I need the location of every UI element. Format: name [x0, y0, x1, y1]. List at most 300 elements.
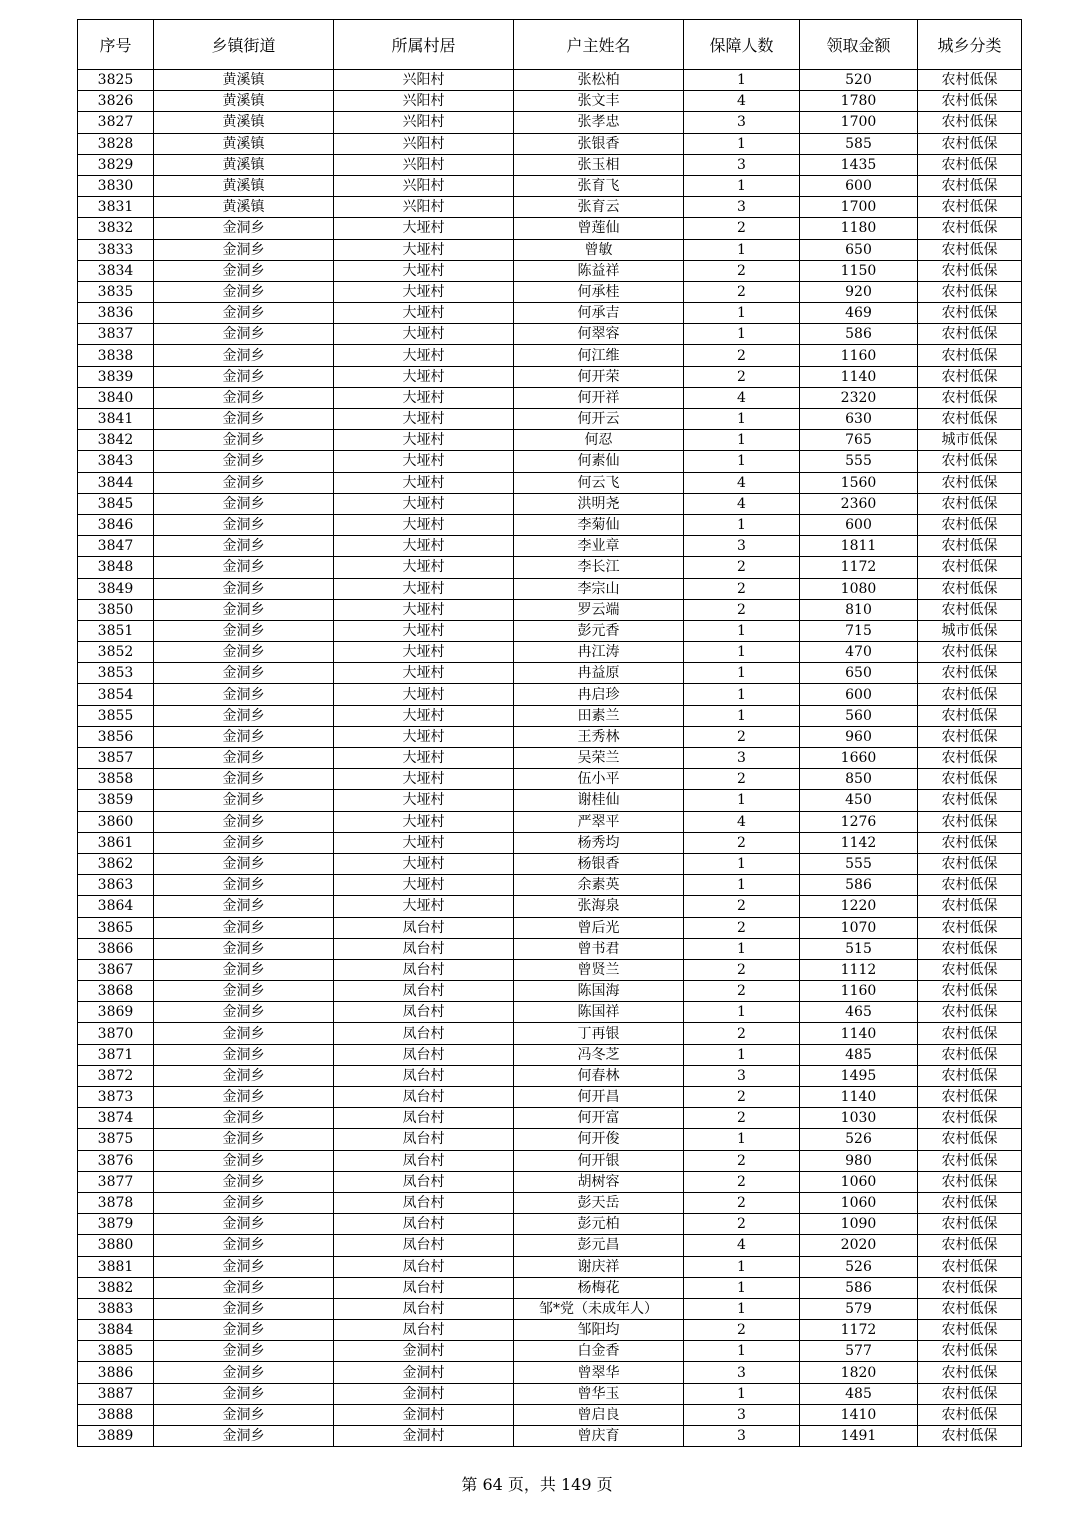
- householder-cell: 曾贤兰: [514, 959, 684, 980]
- serial-cell: 3883: [78, 1298, 154, 1319]
- amount-cell: 555: [800, 451, 918, 472]
- householder-cell: 谢桂仙: [514, 790, 684, 811]
- village-cell: 大垭村: [334, 409, 514, 430]
- town-cell: 金洞乡: [154, 917, 334, 938]
- category-cell: 农村低保: [918, 642, 1022, 663]
- amount-cell: 1491: [800, 1426, 918, 1447]
- householder-cell: 曾后光: [514, 917, 684, 938]
- persons-cell: 1: [684, 1277, 800, 1298]
- table-row: [78, 1171, 1022, 1192]
- serial-cell: 3866: [78, 938, 154, 959]
- category-cell: 城市低保: [918, 620, 1022, 641]
- householder-cell: 何承桂: [514, 281, 684, 302]
- village-cell: 兴阳村: [334, 112, 514, 133]
- serial-cell: 3878: [78, 1192, 154, 1213]
- householder-cell: 何春林: [514, 1065, 684, 1086]
- serial-cell: 3847: [78, 536, 154, 557]
- serial-cell: 3870: [78, 1023, 154, 1044]
- persons-cell: 2: [684, 1150, 800, 1171]
- category-cell: 农村低保: [918, 1002, 1022, 1023]
- town-cell: 金洞乡: [154, 409, 334, 430]
- serial-cell: 3879: [78, 1214, 154, 1235]
- village-cell: 凤台村: [334, 1087, 514, 1108]
- village-cell: 兴阳村: [334, 70, 514, 91]
- town-cell: 金洞乡: [154, 1404, 334, 1425]
- persons-cell: 2: [684, 260, 800, 281]
- householder-cell: 陈国海: [514, 981, 684, 1002]
- table-row: [78, 112, 1022, 133]
- village-cell: 大垭村: [334, 811, 514, 832]
- serial-cell: 3831: [78, 197, 154, 218]
- serial-cell: 3851: [78, 620, 154, 641]
- town-cell: 金洞乡: [154, 1298, 334, 1319]
- town-cell: 黄溪镇: [154, 197, 334, 218]
- householder-cell: 王秀林: [514, 726, 684, 747]
- persons-cell: 2: [684, 959, 800, 980]
- householder-cell: 谢庆祥: [514, 1256, 684, 1277]
- village-cell: 大垭村: [334, 303, 514, 324]
- amount-cell: 469: [800, 303, 918, 324]
- householder-cell: 曾莲仙: [514, 218, 684, 239]
- serial-cell: 3876: [78, 1150, 154, 1171]
- persons-cell: 2: [684, 599, 800, 620]
- category-cell: 农村低保: [918, 1108, 1022, 1129]
- town-cell: 黄溪镇: [154, 112, 334, 133]
- serial-cell: 3833: [78, 239, 154, 260]
- amount-cell: 1700: [800, 112, 918, 133]
- category-cell: 农村低保: [918, 451, 1022, 472]
- table-row: [78, 938, 1022, 959]
- village-cell: 大垭村: [334, 748, 514, 769]
- table-row: [78, 1235, 1022, 1256]
- category-cell: 农村低保: [918, 472, 1022, 493]
- amount-cell: 1700: [800, 197, 918, 218]
- town-cell: 金洞乡: [154, 1192, 334, 1213]
- amount-cell: 1080: [800, 578, 918, 599]
- amount-cell: 586: [800, 875, 918, 896]
- table-row: [78, 493, 1022, 514]
- town-cell: 黄溪镇: [154, 70, 334, 91]
- serial-cell: 3841: [78, 409, 154, 430]
- householder-cell: 曾华玉: [514, 1383, 684, 1404]
- category-cell: 农村低保: [918, 684, 1022, 705]
- table-row: [78, 536, 1022, 557]
- table-row: [78, 324, 1022, 345]
- serial-cell: 3886: [78, 1362, 154, 1383]
- persons-cell: 1: [684, 1002, 800, 1023]
- householder-cell: 杨梅花: [514, 1277, 684, 1298]
- table-row: [78, 1341, 1022, 1362]
- table-row: [78, 853, 1022, 874]
- village-cell: 兴阳村: [334, 154, 514, 175]
- category-cell: 农村低保: [918, 1298, 1022, 1319]
- town-cell: 金洞乡: [154, 832, 334, 853]
- householder-cell: 张文丰: [514, 91, 684, 112]
- category-cell: 农村低保: [918, 853, 1022, 874]
- village-cell: 大垭村: [334, 663, 514, 684]
- relief-table: [77, 19, 1022, 1447]
- amount-cell: 1160: [800, 345, 918, 366]
- category-cell: 农村低保: [918, 1277, 1022, 1298]
- serial-cell: 3834: [78, 260, 154, 281]
- householder-cell: 冯冬芝: [514, 1044, 684, 1065]
- householder-cell: 何云飞: [514, 472, 684, 493]
- amount-cell: 650: [800, 663, 918, 684]
- amount-cell: 526: [800, 1256, 918, 1277]
- amount-cell: 485: [800, 1044, 918, 1065]
- town-cell: 金洞乡: [154, 981, 334, 1002]
- table-row: [78, 769, 1022, 790]
- table-row: [78, 684, 1022, 705]
- category-cell: 农村低保: [918, 769, 1022, 790]
- table-row: [78, 281, 1022, 302]
- town-cell: 金洞乡: [154, 557, 334, 578]
- table-row: [78, 790, 1022, 811]
- col-header-amount: 领取金额: [800, 20, 918, 70]
- serial-cell: 3859: [78, 790, 154, 811]
- householder-cell: 杨秀均: [514, 832, 684, 853]
- table-row: [78, 514, 1022, 535]
- householder-cell: 洪明尧: [514, 493, 684, 514]
- village-cell: 凤台村: [334, 1129, 514, 1150]
- persons-cell: 3: [684, 1065, 800, 1086]
- householder-cell: 冉江涛: [514, 642, 684, 663]
- village-cell: 大垭村: [334, 281, 514, 302]
- table-row: [78, 981, 1022, 1002]
- persons-cell: 2: [684, 1087, 800, 1108]
- amount-cell: 1410: [800, 1404, 918, 1425]
- table-row: [78, 197, 1022, 218]
- table-row: [78, 748, 1022, 769]
- town-cell: 黄溪镇: [154, 175, 334, 196]
- amount-cell: 1070: [800, 917, 918, 938]
- serial-cell: 3880: [78, 1235, 154, 1256]
- village-cell: 兴阳村: [334, 175, 514, 196]
- category-cell: 农村低保: [918, 663, 1022, 684]
- table-row: [78, 1383, 1022, 1404]
- persons-cell: 3: [684, 197, 800, 218]
- town-cell: 金洞乡: [154, 1383, 334, 1404]
- category-cell: 农村低保: [918, 599, 1022, 620]
- serial-cell: 3829: [78, 154, 154, 175]
- persons-cell: 1: [684, 642, 800, 663]
- category-cell: 农村低保: [918, 70, 1022, 91]
- serial-cell: 3845: [78, 493, 154, 514]
- category-cell: 农村低保: [918, 1426, 1022, 1447]
- amount-cell: 2360: [800, 493, 918, 514]
- table-row: [78, 726, 1022, 747]
- persons-cell: 2: [684, 1108, 800, 1129]
- village-cell: 大垭村: [334, 324, 514, 345]
- village-cell: 凤台村: [334, 1023, 514, 1044]
- serial-cell: 3881: [78, 1256, 154, 1277]
- householder-cell: 彭天岳: [514, 1192, 684, 1213]
- category-cell: 农村低保: [918, 91, 1022, 112]
- householder-cell: 杨银香: [514, 853, 684, 874]
- persons-cell: 1: [684, 133, 800, 154]
- serial-cell: 3856: [78, 726, 154, 747]
- serial-cell: 3839: [78, 366, 154, 387]
- village-cell: 大垭村: [334, 387, 514, 408]
- category-cell: 农村低保: [918, 917, 1022, 938]
- category-cell: 农村低保: [918, 175, 1022, 196]
- village-cell: 大垭村: [334, 451, 514, 472]
- householder-cell: 李业章: [514, 536, 684, 557]
- category-cell: 农村低保: [918, 705, 1022, 726]
- amount-cell: 1172: [800, 557, 918, 578]
- householder-cell: 张孝忠: [514, 112, 684, 133]
- persons-cell: 1: [684, 705, 800, 726]
- village-cell: 大垭村: [334, 620, 514, 641]
- serial-cell: 3842: [78, 430, 154, 451]
- town-cell: 黄溪镇: [154, 154, 334, 175]
- town-cell: 金洞乡: [154, 1362, 334, 1383]
- persons-cell: 3: [684, 536, 800, 557]
- serial-cell: 3862: [78, 853, 154, 874]
- householder-cell: 陈益祥: [514, 260, 684, 281]
- table-row: [78, 1002, 1022, 1023]
- town-cell: 金洞乡: [154, 303, 334, 324]
- persons-cell: 2: [684, 1171, 800, 1192]
- page-footer: 第 64 页，共 149 页: [461, 1475, 613, 1494]
- town-cell: 金洞乡: [154, 578, 334, 599]
- category-cell: 农村低保: [918, 1362, 1022, 1383]
- table-row: [78, 1256, 1022, 1277]
- village-cell: 大垭村: [334, 536, 514, 557]
- serial-cell: 3861: [78, 832, 154, 853]
- table-row: [78, 409, 1022, 430]
- amount-cell: 515: [800, 938, 918, 959]
- village-cell: 金洞村: [334, 1404, 514, 1425]
- amount-cell: 520: [800, 70, 918, 91]
- serial-cell: 3882: [78, 1277, 154, 1298]
- table-row: [78, 705, 1022, 726]
- town-cell: 金洞乡: [154, 536, 334, 557]
- serial-cell: 3858: [78, 769, 154, 790]
- persons-cell: 2: [684, 896, 800, 917]
- serial-cell: 3888: [78, 1404, 154, 1425]
- householder-cell: 何开荣: [514, 366, 684, 387]
- serial-cell: 3838: [78, 345, 154, 366]
- persons-cell: 1: [684, 1256, 800, 1277]
- table-row: [78, 472, 1022, 493]
- table-row: [78, 959, 1022, 980]
- amount-cell: 1090: [800, 1214, 918, 1235]
- serial-cell: 3836: [78, 303, 154, 324]
- amount-cell: 1560: [800, 472, 918, 493]
- amount-cell: 1140: [800, 1023, 918, 1044]
- amount-cell: 560: [800, 705, 918, 726]
- serial-cell: 3852: [78, 642, 154, 663]
- village-cell: 金洞村: [334, 1341, 514, 1362]
- householder-cell: 何忍: [514, 430, 684, 451]
- amount-cell: 980: [800, 1150, 918, 1171]
- amount-cell: 600: [800, 514, 918, 535]
- serial-cell: 3844: [78, 472, 154, 493]
- table-row: [78, 811, 1022, 832]
- householder-cell: 彭元昌: [514, 1235, 684, 1256]
- householder-cell: 胡树容: [514, 1171, 684, 1192]
- village-cell: 大垭村: [334, 514, 514, 535]
- header-row: [78, 20, 1022, 70]
- serial-cell: 3825: [78, 70, 154, 91]
- table-row: [78, 430, 1022, 451]
- village-cell: 凤台村: [334, 1298, 514, 1319]
- serial-cell: 3849: [78, 578, 154, 599]
- category-cell: 农村低保: [918, 938, 1022, 959]
- category-cell: 农村低保: [918, 303, 1022, 324]
- householder-cell: 何开昌: [514, 1087, 684, 1108]
- householder-cell: 白金香: [514, 1341, 684, 1362]
- serial-cell: 3827: [78, 112, 154, 133]
- table-row: [78, 154, 1022, 175]
- persons-cell: 3: [684, 1404, 800, 1425]
- amount-cell: 1180: [800, 218, 918, 239]
- amount-cell: 1112: [800, 959, 918, 980]
- table-row: [78, 875, 1022, 896]
- persons-cell: 4: [684, 493, 800, 514]
- table-row: [78, 620, 1022, 641]
- table-row: [78, 578, 1022, 599]
- serial-cell: 3863: [78, 875, 154, 896]
- serial-cell: 3875: [78, 1129, 154, 1150]
- category-cell: 农村低保: [918, 1065, 1022, 1086]
- serial-cell: 3830: [78, 175, 154, 196]
- persons-cell: 1: [684, 514, 800, 535]
- town-cell: 金洞乡: [154, 1256, 334, 1277]
- serial-cell: 3885: [78, 1341, 154, 1362]
- persons-cell: 1: [684, 430, 800, 451]
- village-cell: 兴阳村: [334, 197, 514, 218]
- town-cell: 金洞乡: [154, 1044, 334, 1065]
- persons-cell: 2: [684, 981, 800, 1002]
- village-cell: 大垭村: [334, 430, 514, 451]
- householder-cell: 吴荣兰: [514, 748, 684, 769]
- col-header-householder: 户主姓名: [514, 20, 684, 70]
- town-cell: 金洞乡: [154, 599, 334, 620]
- table-row: [78, 91, 1022, 112]
- village-cell: 大垭村: [334, 578, 514, 599]
- village-cell: 大垭村: [334, 769, 514, 790]
- town-cell: 金洞乡: [154, 896, 334, 917]
- village-cell: 凤台村: [334, 938, 514, 959]
- village-cell: 凤台村: [334, 1214, 514, 1235]
- village-cell: 大垭村: [334, 642, 514, 663]
- amount-cell: 920: [800, 281, 918, 302]
- table-row: [78, 239, 1022, 260]
- householder-cell: 曾书君: [514, 938, 684, 959]
- householder-cell: 何开云: [514, 409, 684, 430]
- amount-cell: 1660: [800, 748, 918, 769]
- householder-cell: 李菊仙: [514, 514, 684, 535]
- amount-cell: 1435: [800, 154, 918, 175]
- village-cell: 凤台村: [334, 1171, 514, 1192]
- amount-cell: 810: [800, 599, 918, 620]
- table-row: [78, 175, 1022, 196]
- table-row: [78, 133, 1022, 154]
- householder-cell: 彭元柏: [514, 1214, 684, 1235]
- category-cell: 农村低保: [918, 409, 1022, 430]
- householder-cell: 罗云端: [514, 599, 684, 620]
- serial-cell: 3843: [78, 451, 154, 472]
- serial-cell: 3846: [78, 514, 154, 535]
- table-row: [78, 218, 1022, 239]
- persons-cell: 2: [684, 769, 800, 790]
- category-cell: 农村低保: [918, 959, 1022, 980]
- table-row: [78, 1298, 1022, 1319]
- persons-cell: 2: [684, 578, 800, 599]
- serial-cell: 3867: [78, 959, 154, 980]
- persons-cell: 3: [684, 1362, 800, 1383]
- town-cell: 金洞乡: [154, 726, 334, 747]
- householder-cell: 何素仙: [514, 451, 684, 472]
- table-row: [78, 557, 1022, 578]
- amount-cell: 1220: [800, 896, 918, 917]
- category-cell: 农村低保: [918, 557, 1022, 578]
- persons-cell: 1: [684, 324, 800, 345]
- persons-cell: 2: [684, 1192, 800, 1213]
- category-cell: 农村低保: [918, 1320, 1022, 1341]
- category-cell: 农村低保: [918, 324, 1022, 345]
- persons-cell: 3: [684, 748, 800, 769]
- persons-cell: 2: [684, 1320, 800, 1341]
- category-cell: 农村低保: [918, 981, 1022, 1002]
- category-cell: 农村低保: [918, 1214, 1022, 1235]
- village-cell: 大垭村: [334, 260, 514, 281]
- persons-cell: 1: [684, 790, 800, 811]
- town-cell: 金洞乡: [154, 790, 334, 811]
- village-cell: 凤台村: [334, 1320, 514, 1341]
- village-cell: 大垭村: [334, 853, 514, 874]
- amount-cell: 485: [800, 1383, 918, 1404]
- serial-cell: 3854: [78, 684, 154, 705]
- category-cell: 农村低保: [918, 1171, 1022, 1192]
- village-cell: 大垭村: [334, 832, 514, 853]
- householder-cell: 张育飞: [514, 175, 684, 196]
- village-cell: 凤台村: [334, 959, 514, 980]
- amount-cell: 585: [800, 133, 918, 154]
- amount-cell: 470: [800, 642, 918, 663]
- serial-cell: 3864: [78, 896, 154, 917]
- amount-cell: 630: [800, 409, 918, 430]
- amount-cell: 526: [800, 1129, 918, 1150]
- village-cell: 凤台村: [334, 1235, 514, 1256]
- table-row: [78, 1087, 1022, 1108]
- persons-cell: 1: [684, 1298, 800, 1319]
- persons-cell: 1: [684, 303, 800, 324]
- col-header-category: 城乡分类: [918, 20, 1022, 70]
- town-cell: 金洞乡: [154, 324, 334, 345]
- town-cell: 金洞乡: [154, 1235, 334, 1256]
- category-cell: 农村低保: [918, 578, 1022, 599]
- serial-cell: 3855: [78, 705, 154, 726]
- category-cell: 农村低保: [918, 345, 1022, 366]
- village-cell: 大垭村: [334, 684, 514, 705]
- town-cell: 金洞乡: [154, 366, 334, 387]
- householder-cell: 何承吉: [514, 303, 684, 324]
- town-cell: 金洞乡: [154, 281, 334, 302]
- table-row: [78, 70, 1022, 91]
- householder-cell: 张海泉: [514, 896, 684, 917]
- village-cell: 凤台村: [334, 1065, 514, 1086]
- village-cell: 凤台村: [334, 917, 514, 938]
- town-cell: 金洞乡: [154, 345, 334, 366]
- amount-cell: 1820: [800, 1362, 918, 1383]
- category-cell: 农村低保: [918, 218, 1022, 239]
- householder-cell: 何开祥: [514, 387, 684, 408]
- householder-cell: 彭元香: [514, 620, 684, 641]
- category-cell: 农村低保: [918, 875, 1022, 896]
